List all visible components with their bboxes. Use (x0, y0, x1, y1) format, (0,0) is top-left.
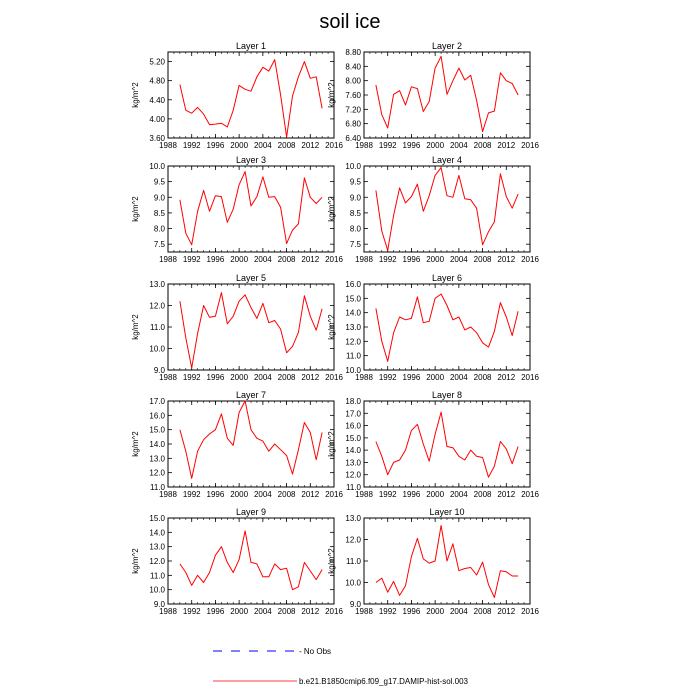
x-tick-label: 2012 (301, 141, 320, 150)
series-line (180, 60, 322, 137)
y-tick-label: 10.0 (149, 585, 165, 595)
y-tick-label: 4.40 (149, 95, 165, 105)
y-tick-label: 13.0 (149, 454, 165, 464)
x-tick-label: 1992 (182, 141, 201, 150)
panels-group (131, 41, 539, 616)
y-tick-label: 8.0 (349, 224, 361, 234)
x-tick-label: 1992 (378, 607, 397, 616)
y-tick-label: 13.0 (345, 323, 361, 332)
y-tick-label: 11.0 (150, 483, 165, 492)
x-tick-label: 1996 (206, 490, 225, 499)
x-tick-label: 2000 (230, 607, 249, 616)
x-tick-label: 2008 (277, 373, 296, 382)
x-tick-label: 1996 (206, 255, 225, 264)
y-tick-label: 10.0 (345, 578, 361, 588)
panel-layer-7 (131, 390, 343, 499)
x-tick-label: 2012 (301, 490, 320, 499)
y-tick-label: 10.0 (345, 162, 361, 171)
series-line (180, 401, 322, 478)
x-tick-label: 2008 (473, 490, 492, 499)
x-tick-label: 2004 (449, 490, 468, 499)
x-tick-label: 1988 (355, 373, 373, 382)
x-tick-label: 1996 (402, 490, 421, 499)
y-tick-label: 5.20 (149, 57, 165, 67)
x-tick-label: 2016 (521, 373, 539, 382)
y-axis-label: kg/m^2 (327, 431, 336, 457)
panel-title: Layer 7 (235, 390, 267, 400)
panel-title: Layer 5 (235, 273, 267, 283)
x-tick-label: 2012 (497, 255, 516, 264)
y-tick-label: 8.00 (345, 76, 361, 86)
y-tick-label: 15.0 (345, 294, 361, 304)
x-tick-label: 1988 (355, 141, 373, 150)
y-tick-label: 15.0 (149, 514, 165, 523)
y-tick-label: 12.0 (149, 301, 165, 311)
panel-title: Layer 8 (431, 390, 463, 400)
panel-title: Layer 6 (431, 273, 463, 283)
x-tick-label: 1992 (182, 607, 201, 616)
y-tick-label: 4.80 (149, 76, 165, 86)
x-tick-label: 2008 (473, 373, 492, 382)
legend-obs-text: No Obs (303, 647, 332, 656)
y-tick-label: 9.0 (153, 600, 165, 609)
y-axis-label: kg/m^2 (327, 82, 336, 108)
x-tick-label: 2004 (449, 373, 468, 382)
x-tick-label: 2004 (449, 141, 468, 150)
panel-layer-3 (131, 155, 343, 264)
y-tick-label: 12.0 (345, 337, 361, 347)
x-tick-label: 2012 (301, 373, 320, 382)
y-tick-label: 10.0 (149, 344, 165, 354)
y-tick-label: 6.80 (345, 119, 361, 129)
x-tick-label: 1996 (206, 373, 225, 382)
x-tick-label: 2004 (253, 373, 272, 382)
x-tick-label: 2000 (230, 255, 249, 264)
panel-title: Layer 2 (431, 41, 463, 51)
series-line (376, 168, 518, 251)
x-tick-label: 2004 (253, 255, 272, 264)
panel-layer-5 (131, 273, 343, 382)
panel-layer-1 (131, 41, 343, 150)
x-tick-label: 2012 (497, 373, 516, 382)
y-tick-label: 7.5 (153, 240, 165, 250)
series-line (376, 294, 518, 361)
x-tick-label: 2016 (325, 141, 343, 150)
x-tick-label: 2004 (449, 607, 468, 616)
y-tick-label: 12.0 (345, 470, 361, 480)
y-tick-label: 17.0 (149, 397, 165, 406)
x-tick-label: 2012 (497, 607, 516, 616)
y-tick-label: 13.0 (345, 514, 361, 523)
y-tick-label: 13.0 (345, 458, 361, 468)
x-tick-label: 1992 (378, 255, 397, 264)
x-tick-label: 1992 (182, 255, 201, 264)
y-tick-label: 14.0 (345, 308, 361, 318)
plot-frame (168, 52, 334, 138)
x-tick-label: 1996 (206, 141, 225, 150)
x-tick-label: 2004 (449, 255, 468, 264)
x-tick-label: 2016 (521, 141, 539, 150)
y-tick-label: 4.00 (149, 114, 165, 124)
x-tick-label: 2012 (497, 141, 516, 150)
x-tick-label: 1988 (159, 255, 177, 264)
y-tick-label: 8.5 (153, 208, 165, 218)
x-tick-label: 1996 (206, 607, 225, 616)
x-tick-label: 2008 (473, 141, 492, 150)
x-tick-label: 1988 (355, 607, 373, 616)
y-tick-label: 11.0 (150, 571, 165, 581)
x-tick-label: 2008 (473, 607, 492, 616)
panel-layer-8 (327, 390, 539, 499)
y-tick-label: 12.0 (149, 468, 165, 478)
y-tick-label: 16.0 (345, 421, 361, 431)
x-tick-label: 2016 (325, 255, 343, 264)
y-tick-label: 11.0 (346, 351, 361, 361)
y-tick-label: 6.40 (345, 134, 361, 143)
y-tick-label: 8.0 (153, 224, 165, 234)
y-tick-label: 14.0 (149, 440, 165, 449)
y-tick-label: 11.0 (150, 323, 165, 332)
plot-frame (168, 284, 334, 370)
x-tick-label: 2012 (301, 607, 320, 616)
y-tick-label: 14.0 (149, 528, 165, 538)
panel-title: Layer 10 (429, 507, 465, 517)
x-tick-label: 2012 (497, 490, 516, 499)
y-tick-label: 12.0 (345, 535, 361, 545)
panel-title: Layer 9 (235, 507, 267, 517)
x-tick-label: 1992 (182, 490, 201, 499)
x-tick-label: 1988 (355, 490, 373, 499)
panel-layer-10 (327, 507, 539, 616)
panel-layer-4 (327, 155, 539, 264)
y-tick-label: 8.5 (349, 208, 361, 218)
y-tick-label: 10.0 (345, 366, 361, 375)
x-tick-label: 1988 (159, 373, 177, 382)
x-tick-label: 1988 (159, 607, 177, 616)
y-tick-label: 16.0 (345, 280, 361, 289)
series-line (376, 56, 518, 131)
x-tick-label: 1992 (378, 141, 397, 150)
x-tick-label: 1992 (378, 373, 397, 382)
panel-layer-6 (327, 273, 539, 382)
x-tick-label: 2008 (277, 490, 296, 499)
y-tick-label: 10.0 (149, 162, 165, 171)
x-tick-label: 2016 (325, 607, 343, 616)
y-tick-label: 7.20 (345, 105, 361, 115)
y-tick-label: 12.0 (149, 557, 165, 566)
y-tick-label: 13.0 (149, 542, 165, 552)
x-tick-label: 2004 (253, 141, 272, 150)
panel-title: Layer 1 (235, 41, 267, 51)
x-tick-label: 1996 (402, 373, 421, 382)
y-tick-label: 17.0 (345, 409, 361, 419)
series-line (180, 172, 322, 245)
legend-model-label: b.e21.B1850cmip6.f09_g17.DAMIP-hist-sol.003 (299, 677, 468, 686)
x-tick-label: 2004 (253, 607, 272, 616)
y-tick-label: 3.60 (149, 134, 165, 143)
y-tick-label: 16.0 (149, 411, 165, 421)
series-line (376, 412, 518, 477)
y-tick-label: 11.0 (346, 483, 361, 492)
y-tick-label: 11.0 (346, 557, 361, 566)
x-tick-label: 1992 (182, 373, 201, 382)
y-tick-label: 14.0 (345, 446, 361, 456)
series-line (376, 526, 518, 598)
y-axis-label: kg/m^2 (131, 431, 140, 457)
x-tick-label: 2008 (277, 255, 296, 264)
y-axis-label: kg/m^2 (131, 196, 140, 222)
y-axis-label: kg/m^2 (131, 314, 140, 340)
y-tick-label: 13.0 (149, 280, 165, 289)
x-tick-label: 2000 (426, 255, 445, 264)
y-tick-label: 7.60 (345, 91, 361, 100)
x-tick-label: 1996 (402, 255, 421, 264)
y-tick-label: 9.5 (349, 177, 361, 187)
legend-obs-dash: - (299, 647, 304, 656)
y-tick-label: 9.5 (153, 177, 165, 187)
series-line (180, 531, 322, 590)
panel-title: Layer 4 (431, 155, 463, 165)
plot-frame (364, 52, 530, 138)
y-tick-label: 9.0 (153, 193, 165, 203)
x-tick-label: 2016 (325, 490, 343, 499)
legend (213, 647, 469, 686)
series-line (180, 293, 322, 368)
x-tick-label: 2000 (426, 373, 445, 382)
y-tick-label: 8.80 (345, 48, 361, 57)
x-tick-label: 2000 (426, 490, 445, 499)
y-tick-label: 9.0 (349, 193, 361, 203)
x-tick-label: 2008 (473, 255, 492, 264)
y-tick-label: 9.0 (153, 366, 165, 375)
x-tick-label: 1988 (159, 141, 177, 150)
legend-obs-label (299, 647, 331, 656)
x-tick-label: 2000 (230, 373, 249, 382)
x-tick-label: 2000 (230, 141, 249, 150)
y-tick-label: 9.0 (349, 600, 361, 609)
x-tick-label: 2016 (521, 607, 539, 616)
panel-layer-9 (131, 507, 343, 616)
y-axis-label: kg/m^2 (327, 548, 336, 574)
panel-title: Layer 3 (235, 155, 267, 165)
x-tick-label: 2004 (253, 490, 272, 499)
x-tick-label: 2000 (426, 607, 445, 616)
x-tick-label: 2000 (426, 141, 445, 150)
y-axis-label: kg/m^2 (327, 314, 336, 340)
plot-frame (364, 166, 530, 252)
y-tick-label: 18.0 (345, 397, 361, 406)
x-tick-label: 2016 (521, 255, 539, 264)
y-axis-label: kg/m^2 (131, 548, 140, 574)
x-tick-label: 2016 (325, 373, 343, 382)
x-tick-label: 2008 (277, 607, 296, 616)
x-tick-label: 1996 (402, 141, 421, 150)
figure-title: soil ice (319, 11, 381, 33)
x-tick-label: 2008 (277, 141, 296, 150)
y-tick-label: 8.40 (345, 62, 361, 72)
x-tick-label: 2012 (301, 255, 320, 264)
x-tick-label: 1996 (402, 607, 421, 616)
y-tick-label: 7.5 (349, 240, 361, 250)
x-tick-label: 1992 (378, 490, 397, 499)
x-tick-label: 2000 (230, 490, 249, 499)
y-axis-label: kg/m^2 (131, 82, 140, 108)
y-tick-label: 15.0 (149, 425, 165, 435)
x-tick-label: 2016 (521, 490, 539, 499)
y-axis-label: kg/m^2 (327, 196, 336, 222)
x-tick-label: 1988 (355, 255, 373, 264)
panel-layer-2 (327, 41, 539, 150)
x-tick-label: 1988 (159, 490, 177, 499)
y-tick-label: 15.0 (345, 433, 361, 443)
